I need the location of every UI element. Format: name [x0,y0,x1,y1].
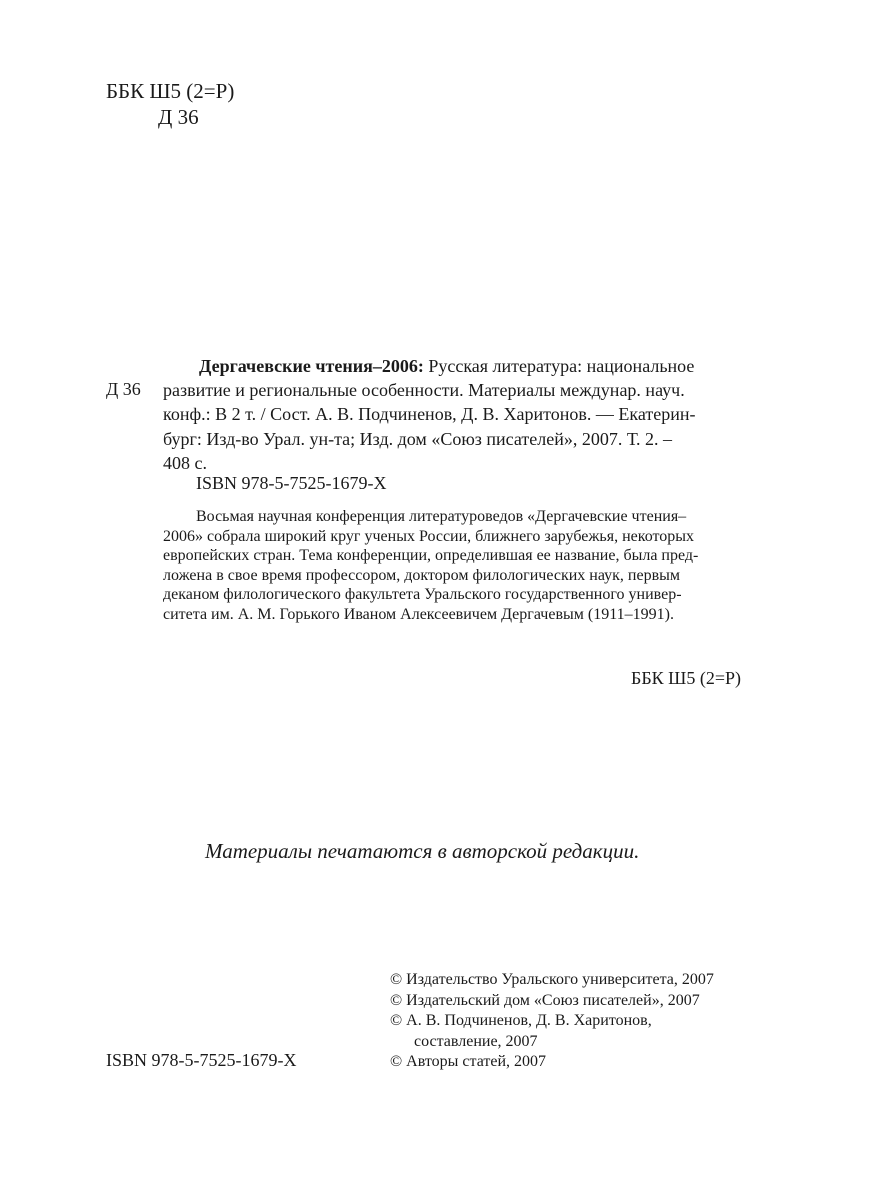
biblio-line-3: конф.: В 2 т. / Сост. А. В. Подчиненов, Д. В. Харитонов. — Екатерин- [163,404,696,425]
isbn-catalog: ISBN 978-5-7525-1679-X [196,473,387,493]
bbk-index-classification: ББК Ш5 (2=Р) [631,668,741,688]
editorial-note: Материалы печатаются в авторской редакции. [205,839,640,863]
copyright-line: © А. В. Подчиненов, Д. В. Харитонов, [390,1012,652,1029]
book-subtitle: Русская литература: национальное [428,356,695,376]
annotation-line: 2006» собрала широкий круг ученых России, ближнего зарубежья, некоторых [163,527,695,545]
bbk-index-top: ББК Ш5 (2=Р) [106,79,235,103]
copyright-line: © Авторы статей, 2007 [390,1053,547,1070]
annotation-line: деканом филологического факультета Уральского государственного универ- [163,586,682,604]
biblio-line-4: бург: Изд-во Урал. ун-та; Изд. дом «Союз писателей», 2007. Т. 2. – [163,428,673,449]
biblio-line-1 [163,354,770,378]
annotation-line: европейских стран. Тема конференции, определившая ее название, была пред- [163,547,699,565]
annotation-line: ложена в свое время профессором, доктором филологических наук, первым [163,566,681,584]
copyright-line: © Издательский дом «Союз писателей», 2007 [390,991,700,1009]
author-sign-top: Д 36 [158,105,199,129]
bibliographic-record [163,354,770,475]
copyright-line: © Издательство Уральского университета, 2007 [390,971,714,988]
isbn-footer: ISBN 978-5-7525-1679-X [106,1050,297,1070]
copyright-block [390,970,714,1073]
biblio-line-2: развитие и региональные особенности. Материалы междунар. науч. [163,380,685,401]
annotation [163,507,770,625]
copyright-line-continued: составление, 2007 [414,1032,538,1050]
book-title: Дергачевские чтения–2006: [199,356,424,376]
annotation-line: Восьмая научная конференция литературоведов «Дергачевские чтения– [196,508,687,525]
author-sign-catalog: Д 36 [106,379,141,399]
annotation-line: ситета им. А. М. Горького Иваном Алексеевичем Дергачевым (1911–1991). [163,605,674,623]
biblio-line-5: 408 с. [163,452,207,473]
